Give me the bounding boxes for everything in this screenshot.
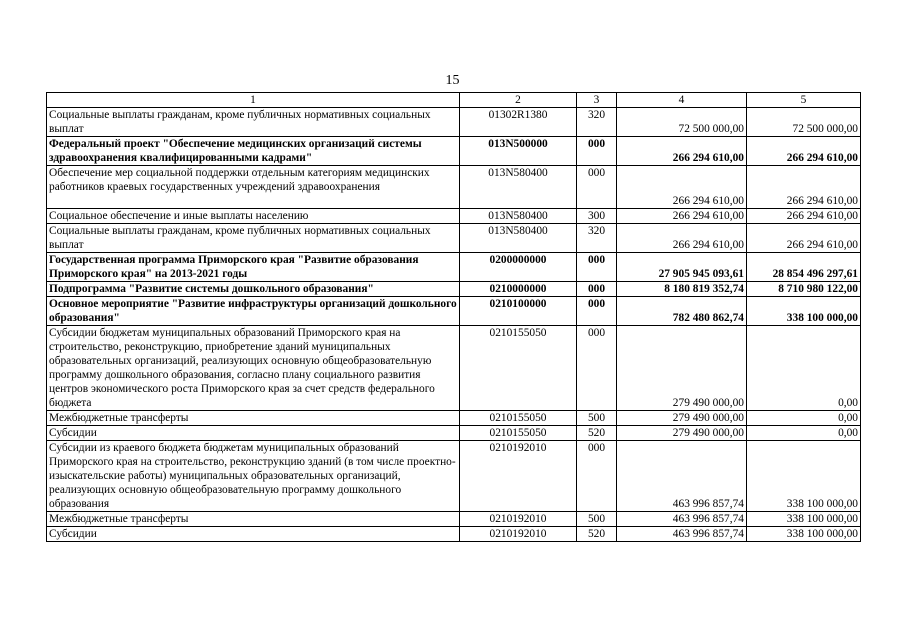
row-value-2020: 463 996 857,74 [617, 512, 747, 527]
row-code: 013N580400 [460, 209, 577, 224]
page-number: 15 [445, 73, 460, 88]
row-name: Государственная программа Приморского края "Развитие образования Приморского края" на 2013-2021 годы [47, 253, 460, 282]
row-type: 320 [577, 224, 617, 253]
row-code: 0210192010 [460, 527, 577, 542]
table-row [47, 441, 861, 512]
row-value-2020: 8 180 819 352,74 [617, 282, 747, 297]
table-row [47, 326, 861, 411]
table-row [47, 108, 861, 137]
row-name: Социальные выплаты гражданам, кроме публичных нормативных социальных выплат [47, 224, 460, 253]
row-code: 0210155050 [460, 426, 577, 441]
table-row [47, 166, 861, 209]
row-code: 013N580400 [460, 166, 577, 209]
row-type: 000 [577, 166, 617, 209]
row-value-2021: 0,00 [747, 326, 861, 411]
row-value-2020: 266 294 610,00 [617, 209, 747, 224]
row-value-2020: 72 500 000,00 [617, 108, 747, 137]
table-row [47, 297, 861, 326]
row-code: 01302R1380 [460, 108, 577, 137]
row-name: Межбюджетные трансферты [47, 411, 460, 426]
row-name: Субсидии [47, 426, 460, 441]
row-value-2021: 0,00 [747, 426, 861, 441]
row-value-2021: 338 100 000,00 [747, 441, 861, 512]
row-code: 0210155050 [460, 326, 577, 411]
row-value-2020: 463 996 857,74 [617, 527, 747, 542]
row-value-2021: 266 294 610,00 [747, 137, 861, 166]
budget-table [46, 92, 861, 542]
table-row [47, 411, 861, 426]
row-code: 013N500000 [460, 137, 577, 166]
row-value-2020: 266 294 610,00 [617, 166, 747, 209]
row-code: 0210192010 [460, 512, 577, 527]
row-type: 300 [577, 209, 617, 224]
row-value-2020: 463 996 857,74 [617, 441, 747, 512]
row-value-2021: 338 100 000,00 [747, 297, 861, 326]
table-row [47, 512, 861, 527]
table-row [47, 282, 861, 297]
row-value-2021: 266 294 610,00 [747, 166, 861, 209]
row-value-2020: 279 490 000,00 [617, 426, 747, 441]
header-cell: 4 [617, 93, 747, 108]
row-code: 0210000000 [460, 282, 577, 297]
row-value-2021: 338 100 000,00 [747, 512, 861, 527]
row-name: Субсидии бюджетам муниципальных образований Приморского края на строительство, реконструкцию, приобретение зданий муниципальных образовательных организаций, реализующих основную общеобразовательную программу дошкольного образования, согласно плану социального развития центров экономического роста Приморского края за счет средств федерального бюджета [47, 326, 460, 411]
row-value-2020: 279 490 000,00 [617, 411, 747, 426]
row-type: 500 [577, 512, 617, 527]
row-code: 0210100000 [460, 297, 577, 326]
row-code: 0210192010 [460, 441, 577, 512]
row-type: 000 [577, 297, 617, 326]
row-value-2021: 28 854 496 297,61 [747, 253, 861, 282]
table-row [47, 527, 861, 542]
header-cell: 3 [577, 93, 617, 108]
row-value-2021: 0,00 [747, 411, 861, 426]
row-value-2020: 27 905 945 093,61 [617, 253, 747, 282]
row-type: 320 [577, 108, 617, 137]
row-code: 0210155050 [460, 411, 577, 426]
row-value-2021: 72 500 000,00 [747, 108, 861, 137]
row-name: Субсидии из краевого бюджета бюджетам муниципальных образований Приморского края на строительство, реконструкцию зданий (в том числе проектно-изыскательские работы) муниципальных образовательных организаций, реализующих основную общеобразовательную программу дошкольного образования [47, 441, 460, 512]
row-value-2021: 338 100 000,00 [747, 527, 861, 542]
row-type: 500 [577, 411, 617, 426]
row-name: Субсидии [47, 527, 460, 542]
table-row [47, 137, 861, 166]
row-code: 013N580400 [460, 224, 577, 253]
row-name: Межбюджетные трансферты [47, 512, 460, 527]
row-type: 520 [577, 426, 617, 441]
table-row [47, 253, 861, 282]
header-cell: 1 [47, 93, 460, 108]
row-name: Социальное обеспечение и иные выплаты населению [47, 209, 460, 224]
table-row [47, 224, 861, 253]
row-value-2020: 782 480 862,74 [617, 297, 747, 326]
header-cell: 5 [747, 93, 861, 108]
row-name: Социальные выплаты гражданам, кроме публичных нормативных социальных выплат [47, 108, 460, 137]
table-row [47, 209, 861, 224]
row-type: 000 [577, 253, 617, 282]
row-value-2021: 8 710 980 122,00 [747, 282, 861, 297]
row-type: 000 [577, 282, 617, 297]
table-header-row [47, 93, 861, 108]
row-name: Обеспечение мер социальной поддержки отдельным категориям медицинских работников краевых государственных учреждений здравоохранения [47, 166, 460, 209]
row-name: Основное мероприятие "Развитие инфраструктуры организаций дошкольного образования" [47, 297, 460, 326]
row-code: 0200000000 [460, 253, 577, 282]
header-cell: 2 [460, 93, 577, 108]
row-value-2020: 279 490 000,00 [617, 326, 747, 411]
row-value-2021: 266 294 610,00 [747, 224, 861, 253]
row-type: 000 [577, 441, 617, 512]
row-value-2020: 266 294 610,00 [617, 137, 747, 166]
row-value-2021: 266 294 610,00 [747, 209, 861, 224]
row-name: Подпрограмма "Развитие системы дошкольного образования" [47, 282, 460, 297]
row-value-2020: 266 294 610,00 [617, 224, 747, 253]
table-row [47, 426, 861, 441]
row-name: Федеральный проект "Обеспечение медицинских организаций системы здравоохранения квалифицированными кадрами" [47, 137, 460, 166]
row-type: 000 [577, 326, 617, 411]
row-type: 000 [577, 137, 617, 166]
row-type: 520 [577, 527, 617, 542]
